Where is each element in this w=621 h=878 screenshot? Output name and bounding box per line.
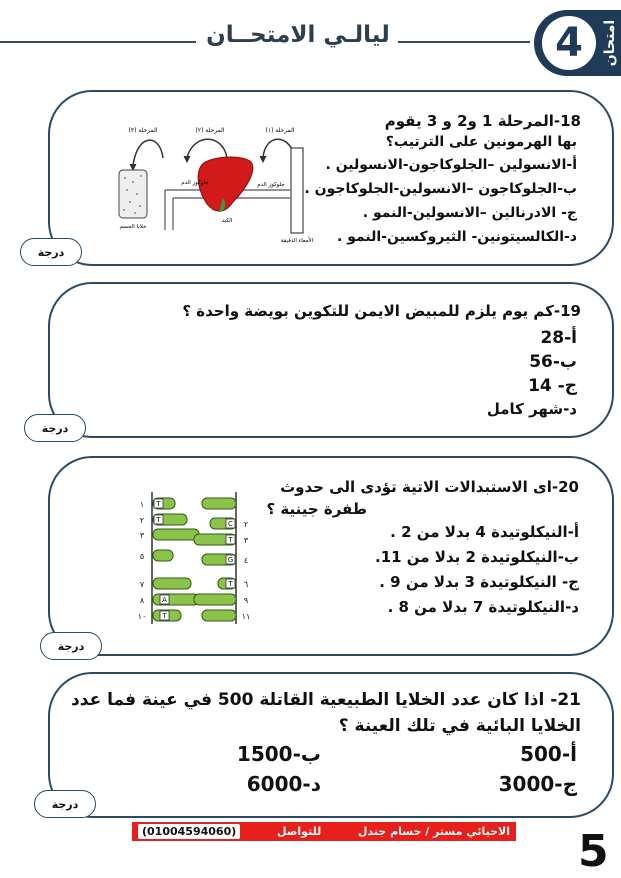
q20-option-b[interactable]: ب-النيكلوتيدة 2 بدلا من 11.	[374, 548, 579, 566]
q18-option-d[interactable]: د-الكالسيتونين- الثيروكسين-النمو .	[337, 229, 577, 245]
num-right-4: ٤	[243, 556, 249, 565]
base-3: C	[228, 520, 233, 528]
q19-option-d[interactable]: د-شهر كامل	[486, 400, 577, 418]
dna-right-11	[202, 610, 236, 621]
arrow-stage-2	[187, 139, 227, 158]
num-right-2: ٢	[243, 520, 249, 529]
q19-title: 19-كم يوم يلزم للمبيض الايمن للتكوين بويضة واحدة ؟	[182, 302, 581, 320]
header-line-left	[0, 41, 196, 43]
num-right-6: ٦	[243, 580, 249, 589]
footer-contact-bar	[132, 822, 516, 841]
base-1: T	[156, 500, 161, 508]
num-left-8: ٨	[139, 596, 145, 605]
grade-badge-21: درجة	[34, 790, 96, 818]
q18-option-b[interactable]: ب-الجلوكاجون –الانسولين-الجلوكاجون .	[304, 181, 577, 197]
base-2: T	[156, 516, 161, 524]
footer-author: الاحيائي مستر / حسام جندل	[357, 825, 510, 838]
dna-right-9	[194, 594, 236, 605]
q20-option-d[interactable]: د-النيكلوتيدة 7 بدلا من 8 .	[387, 598, 579, 616]
stage-label-2: المرحلة (٢)	[195, 127, 225, 134]
header-title: ليالـي الامتحــان	[206, 22, 390, 48]
num-left-3: ٣	[139, 531, 145, 540]
num-left-7: ٧	[139, 580, 145, 589]
body-cells-box	[119, 170, 147, 218]
grade-badge-18: درجة	[20, 238, 82, 266]
base-7: A	[162, 596, 167, 604]
label-blood-glucose-2: جلوكوز الدم	[257, 182, 285, 188]
dna-left-3	[153, 529, 199, 540]
q20-option-a[interactable]: أ-النيكلوتيدة 4 بدلا من 2 .	[390, 523, 579, 541]
label-body-cells: خلايا الجسم	[119, 224, 147, 230]
q18-liver-diagram	[115, 118, 330, 248]
stage-label-3: المرحلة (٣)	[128, 127, 158, 134]
arrow-stage-1	[263, 139, 295, 158]
num-left-5: ٥	[139, 552, 145, 561]
label-blood-glucose-1: جلوكوز الدم	[181, 180, 209, 186]
q19-option-c[interactable]: ج- 14	[528, 376, 577, 396]
q20-title: 20-اى الاستبدالات الاتية تؤدى الى حدوث	[280, 478, 579, 496]
num-right-11: ١١	[241, 612, 251, 621]
q18-title: 18-المرحلة 1 و2 و 3 يقوم	[384, 112, 581, 130]
q20-dna-diagram	[132, 490, 260, 628]
num-left-2: ٢	[139, 516, 145, 525]
footer-contact-label: للتواصل	[276, 825, 322, 838]
q21-option-d[interactable]: د-6000	[246, 772, 321, 796]
q19-option-b[interactable]: ب-56	[529, 352, 577, 372]
q21-option-a[interactable]: أ-500	[520, 742, 577, 766]
base-8: T	[162, 612, 167, 620]
base-6: T	[228, 580, 233, 588]
exam-label: امتحان	[602, 19, 619, 67]
q20-line2: طفرة جينية ؟	[266, 500, 367, 518]
q21-line1: 21- اذا كان عدد الخلايا الطبيعية القاتلة 500 في عينة فما عدد	[71, 690, 581, 710]
q21-line2: الخلايا البائية في تلك العينة ؟	[338, 716, 581, 736]
dna-right-1	[202, 498, 236, 509]
base-5: G	[227, 556, 234, 564]
header-line-right	[398, 41, 530, 43]
grade-badge-20: درجة	[40, 632, 102, 660]
num-right-3: ٣	[243, 536, 249, 545]
exam-number: 4	[542, 16, 596, 70]
base-4: T	[228, 536, 233, 544]
dna-left-5	[153, 550, 173, 561]
num-left-1: ١	[139, 500, 145, 509]
q18-line2: بها الهرمونين على الترتيب؟	[385, 134, 577, 150]
q18-option-c[interactable]: ج- الادرنالين –الانسولين-النمو .	[362, 205, 577, 221]
num-right-9: ٩	[243, 596, 249, 605]
grade-badge-19: درجة	[24, 414, 86, 442]
dna-left-7	[153, 578, 191, 589]
q21-option-c[interactable]: ج-3000	[498, 772, 577, 796]
num-left-10: ١٠	[137, 612, 147, 621]
intestine-tube	[291, 148, 303, 233]
stage-label-1: المرحلة (١)	[265, 127, 295, 134]
arrow-stage-3	[133, 140, 163, 166]
q19-option-a[interactable]: أ-28	[540, 328, 577, 348]
q20-option-c[interactable]: ج- النيكلوتيدة 3 بدلا من 9 .	[379, 573, 579, 591]
label-liver: الكبد	[221, 218, 233, 224]
q18-option-a[interactable]: أ-الانسولين –الجلوكاجون-الانسولين .	[325, 157, 577, 173]
page-number: 5	[578, 826, 609, 877]
q21-option-b[interactable]: ب-1500	[236, 742, 321, 766]
footer-phone[interactable]: (01004594060)	[138, 824, 240, 839]
label-small-intestine: الأمعاء الدقيقة	[280, 238, 314, 244]
